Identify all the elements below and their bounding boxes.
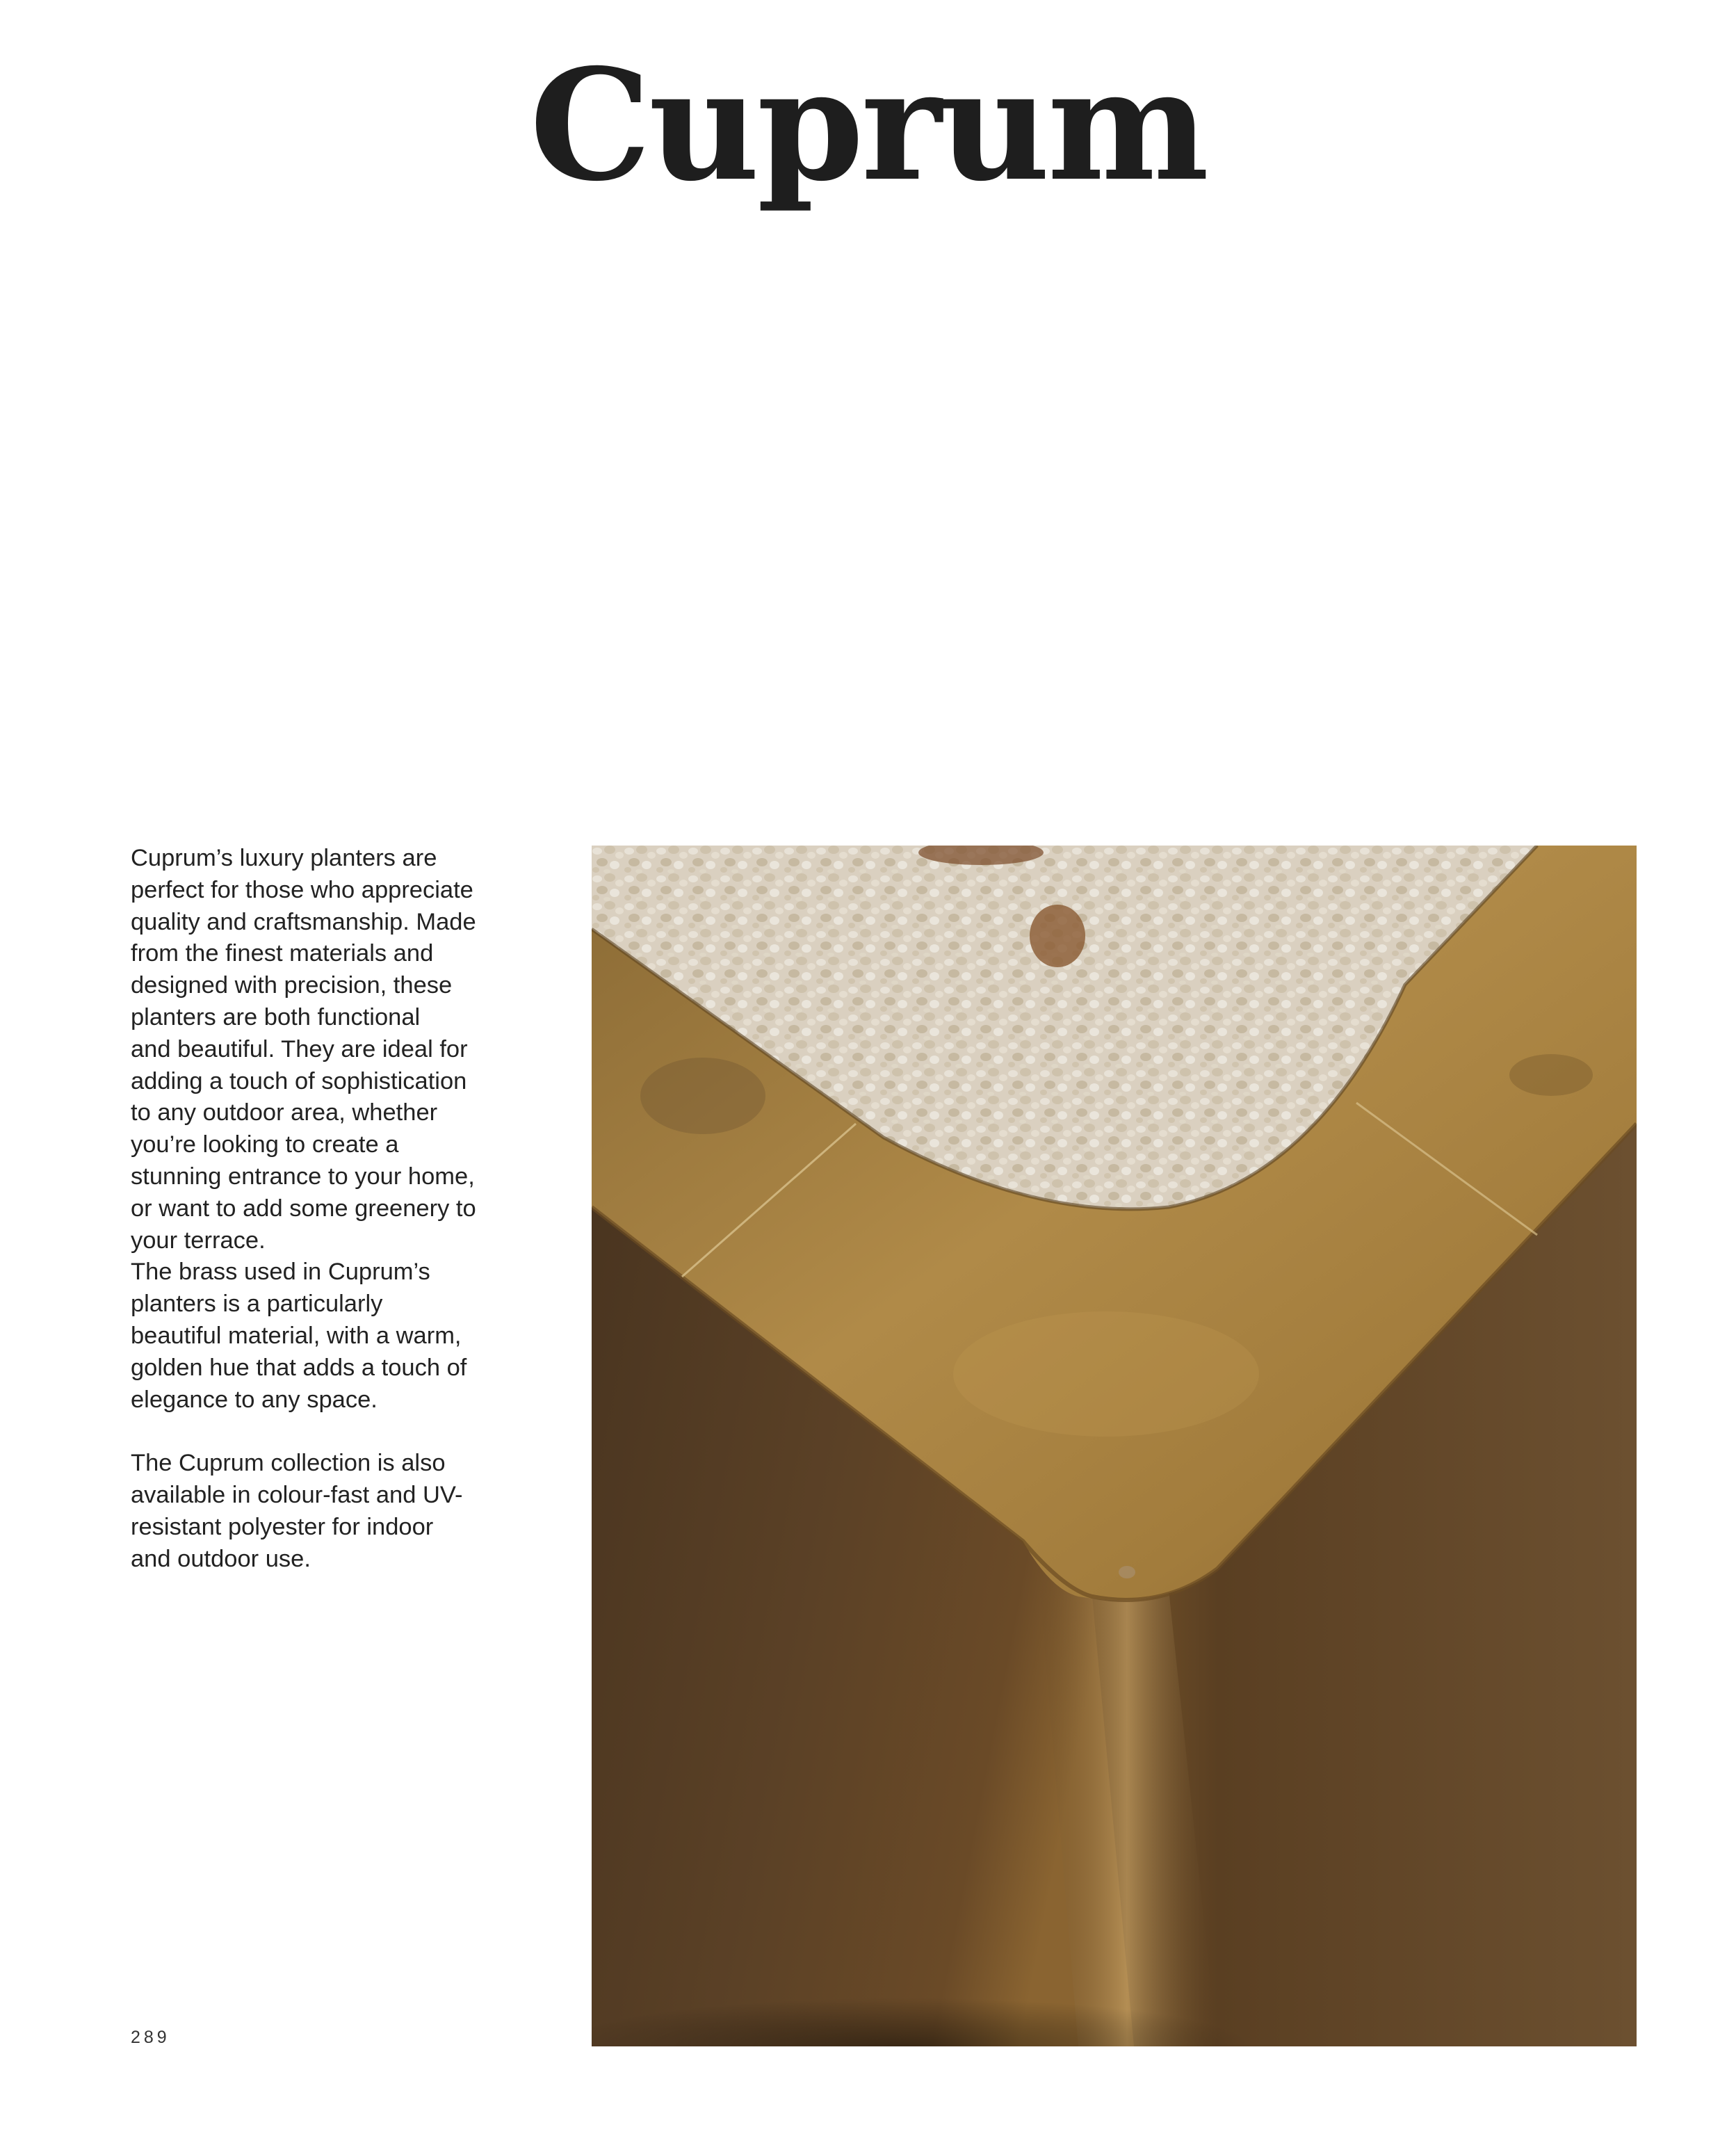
page-number: 289 [131,2028,170,2047]
planter-photo [592,846,1637,2046]
description-paragraph-1: Cuprum’s luxury planters are perfect for those who appreciate quality and craftsmanship. Made from the finest materials and designed with precision, these planters are both functional and beautiful. They are ideal for adding a touch of sophistication to any outdoor area, whether you’re looking to create a stunning entrance to your home, or want to add some greenery to your terrace. The brass used in Cuprum’s planters is a particularly beautiful material, with a warm, golden hue that adds a touch of elegance to any space. [131,845,476,1413]
brass-planter-illustration [592,846,1637,2046]
page-title: Cuprum [529,35,1207,215]
description-paragraph-2: The Cuprum collection is also available in colour-fast and UV- resistant polyester for indoor and outdoor use. [131,1450,463,1572]
description-text [131,843,562,1575]
